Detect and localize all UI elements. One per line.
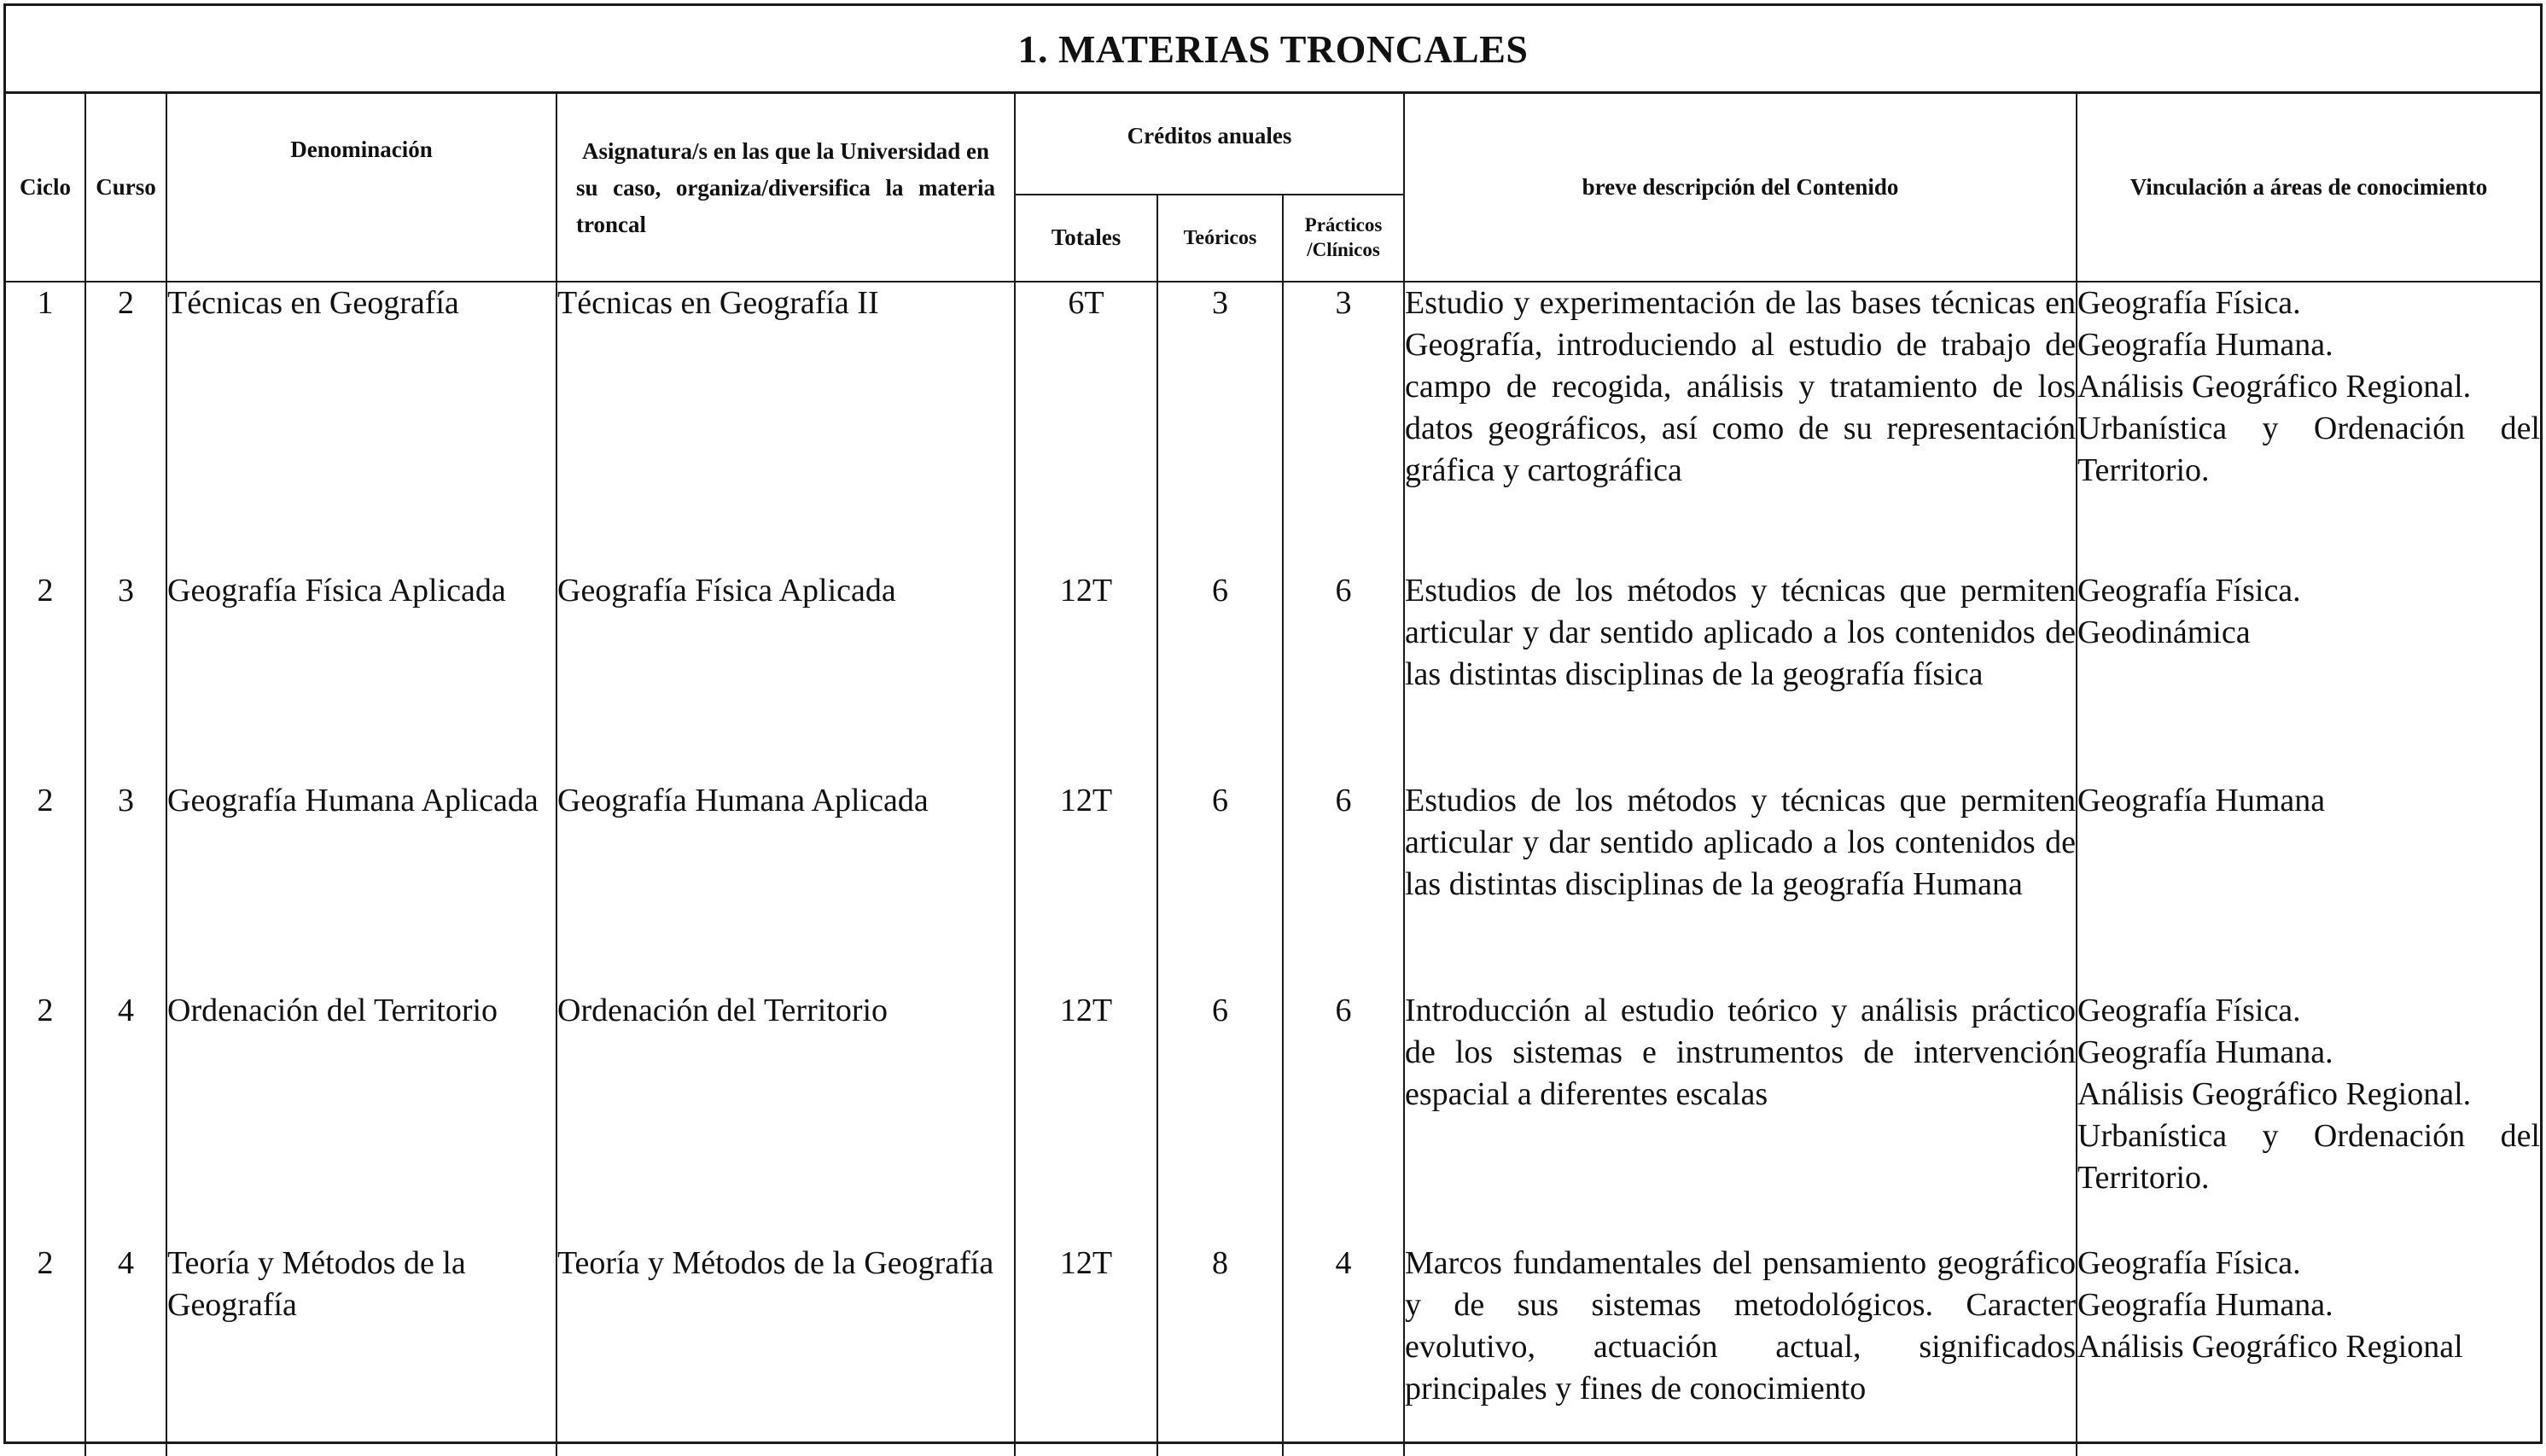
- cell-denominacion: Geografía Humana Aplicada: [166, 748, 556, 958]
- cell-ciclo: 2: [6, 958, 85, 1210]
- cell-asignatura: Técnicas en Geografía II: [556, 282, 1015, 538]
- cell-descripcion: Marcos fundamentales del pensamiento geográfico y de sus sistemas metodológicos. Caracter evolutivo, actuación actual, significados principales y fines de conocimiento: [1404, 1210, 2077, 1456]
- cell-asignatura: Geografía Física Aplicada: [556, 538, 1015, 748]
- cell-teoricos: 3: [1157, 282, 1283, 538]
- table-row: [6, 282, 2540, 538]
- table-row: [6, 538, 2540, 748]
- header-asignatura: [556, 94, 1015, 282]
- cell-totales: 12T: [1015, 748, 1157, 958]
- cell-descripcion: Estudio y experimentación de las bases técnicas en Geografía, introduciendo al estudio de trabajo de campo de recogida, análisis y tratamiento de los datos geográficos, así como de su representación gráfica y cartográfica: [1404, 282, 2077, 538]
- cell-ciclo: 2: [6, 1210, 85, 1456]
- cell-ciclo: 2: [6, 538, 85, 748]
- cell-curso: 3: [85, 538, 166, 748]
- cell-ciclo: 2: [6, 748, 85, 958]
- cell-descripcion: Estudios de los métodos y técnicas que permiten articular y dar sentido aplicado a los contenidos de las distintas disciplinas de la geografía física: [1404, 538, 2077, 748]
- cell-denominacion: Teoría y Métodos de la Geografía: [166, 1210, 556, 1456]
- cell-vinculacion: [2077, 282, 2540, 538]
- cell-teoricos: 6: [1157, 538, 1283, 748]
- vinculacion-item: Geodinámica: [2077, 614, 2251, 650]
- vinculacion-item: Geografía Física.: [2077, 993, 2301, 1028]
- cell-vinculacion: [2077, 748, 2540, 958]
- page-title: 1. MATERIAS TRONCALES: [6, 6, 2540, 94]
- cell-curso: 4: [85, 958, 166, 1210]
- vinculacion-item: Territorio.: [2077, 1160, 2210, 1196]
- cell-curso: 2: [85, 282, 166, 538]
- cell-practicos: 6: [1283, 748, 1404, 958]
- vinculacion-item: Territorio.: [2077, 452, 2210, 488]
- vinculacion-item: Geografía Humana.: [2077, 1287, 2333, 1323]
- header-asignatura-last: troncal: [576, 212, 646, 238]
- header-asignatura-text: Asignatura/s en las que la Universidad en su caso, organiza/diversifica la materia: [576, 137, 995, 201]
- cell-totales: 6T: [1015, 282, 1157, 538]
- vinculacion-item: Geografía Humana: [2077, 783, 2326, 818]
- header-creditos-anuales: Créditos anuales: [1015, 94, 1404, 195]
- header-curso: Curso: [85, 94, 166, 282]
- table-row: [6, 748, 2540, 958]
- cell-vinculacion: [2077, 1210, 2540, 1456]
- header-denominacion: Denominación: [166, 94, 556, 282]
- header-totales: Totales: [1015, 195, 1157, 282]
- header-vinculacion: Vinculación a áreas de conocimiento: [2077, 94, 2540, 282]
- cell-teoricos: 6: [1157, 958, 1283, 1210]
- cell-practicos: 4: [1283, 1210, 1404, 1456]
- cell-denominacion: Técnicas en Geografía: [166, 282, 556, 538]
- cell-asignatura: Ordenación del Territorio: [556, 958, 1015, 1210]
- header-descripcion: breve descripción del Contenido: [1404, 94, 2077, 282]
- cell-denominacion: Ordenación del Territorio: [166, 958, 556, 1210]
- cell-teoricos: 6: [1157, 748, 1283, 958]
- cell-totales: 12T: [1015, 538, 1157, 748]
- cell-descripcion: Introducción al estudio teórico y análisis práctico de los sistemas e instrumentos de intervención espacial a diferentes escalas: [1404, 958, 2077, 1210]
- header-ciclo: Ciclo: [6, 94, 85, 282]
- vinculacion-item: Análisis Geográfico Regional: [2077, 1329, 2463, 1365]
- vinculacion-item: Análisis Geográfico Regional.: [2077, 1076, 2472, 1112]
- vinculacion-item: Geografía Física.: [2077, 285, 2301, 321]
- cell-totales: 12T: [1015, 958, 1157, 1210]
- vinculacion-item: Geografía Humana.: [2077, 327, 2333, 363]
- cell-ciclo: 1: [6, 282, 85, 538]
- cell-teoricos: 8: [1157, 1210, 1283, 1456]
- vinculacion-item: Geografía Física.: [2077, 1245, 2301, 1281]
- vinculacion-item: Urbanística y Ordenación del: [2077, 1118, 2540, 1154]
- cell-vinculacion: [2077, 538, 2540, 748]
- cell-vinculacion: [2077, 958, 2540, 1210]
- cell-practicos: 6: [1283, 958, 1404, 1210]
- materias-table: [6, 94, 2540, 1456]
- table-row: [6, 1210, 2540, 1456]
- cell-asignatura: Teoría y Métodos de la Geografía: [556, 1210, 1015, 1456]
- cell-practicos: 3: [1283, 282, 1404, 538]
- cell-curso: 4: [85, 1210, 166, 1456]
- cell-asignatura: Geografía Humana Aplicada: [556, 748, 1015, 958]
- vinculacion-item: Geografía Física.: [2077, 573, 2301, 609]
- vinculacion-item: Análisis Geográfico Regional.: [2077, 369, 2472, 405]
- cell-descripcion: Estudios de los métodos y técnicas que permiten articular y dar sentido aplicado a los contenidos de las distintas disciplinas de la geografía Humana: [1404, 748, 2077, 958]
- cell-denominacion: Geografía Física Aplicada: [166, 538, 556, 748]
- cell-practicos: 6: [1283, 538, 1404, 748]
- cell-totales: 12T: [1015, 1210, 1157, 1456]
- table-row: [6, 958, 2540, 1210]
- header-practicos: Prácticos /Clínicos: [1283, 195, 1404, 282]
- vinculacion-item: Urbanística y Ordenación del: [2077, 411, 2540, 446]
- document-page: [3, 3, 2543, 1444]
- cell-curso: 3: [85, 748, 166, 958]
- vinculacion-item: Geografía Humana.: [2077, 1034, 2333, 1070]
- header-teoricos: Teóricos: [1157, 195, 1283, 282]
